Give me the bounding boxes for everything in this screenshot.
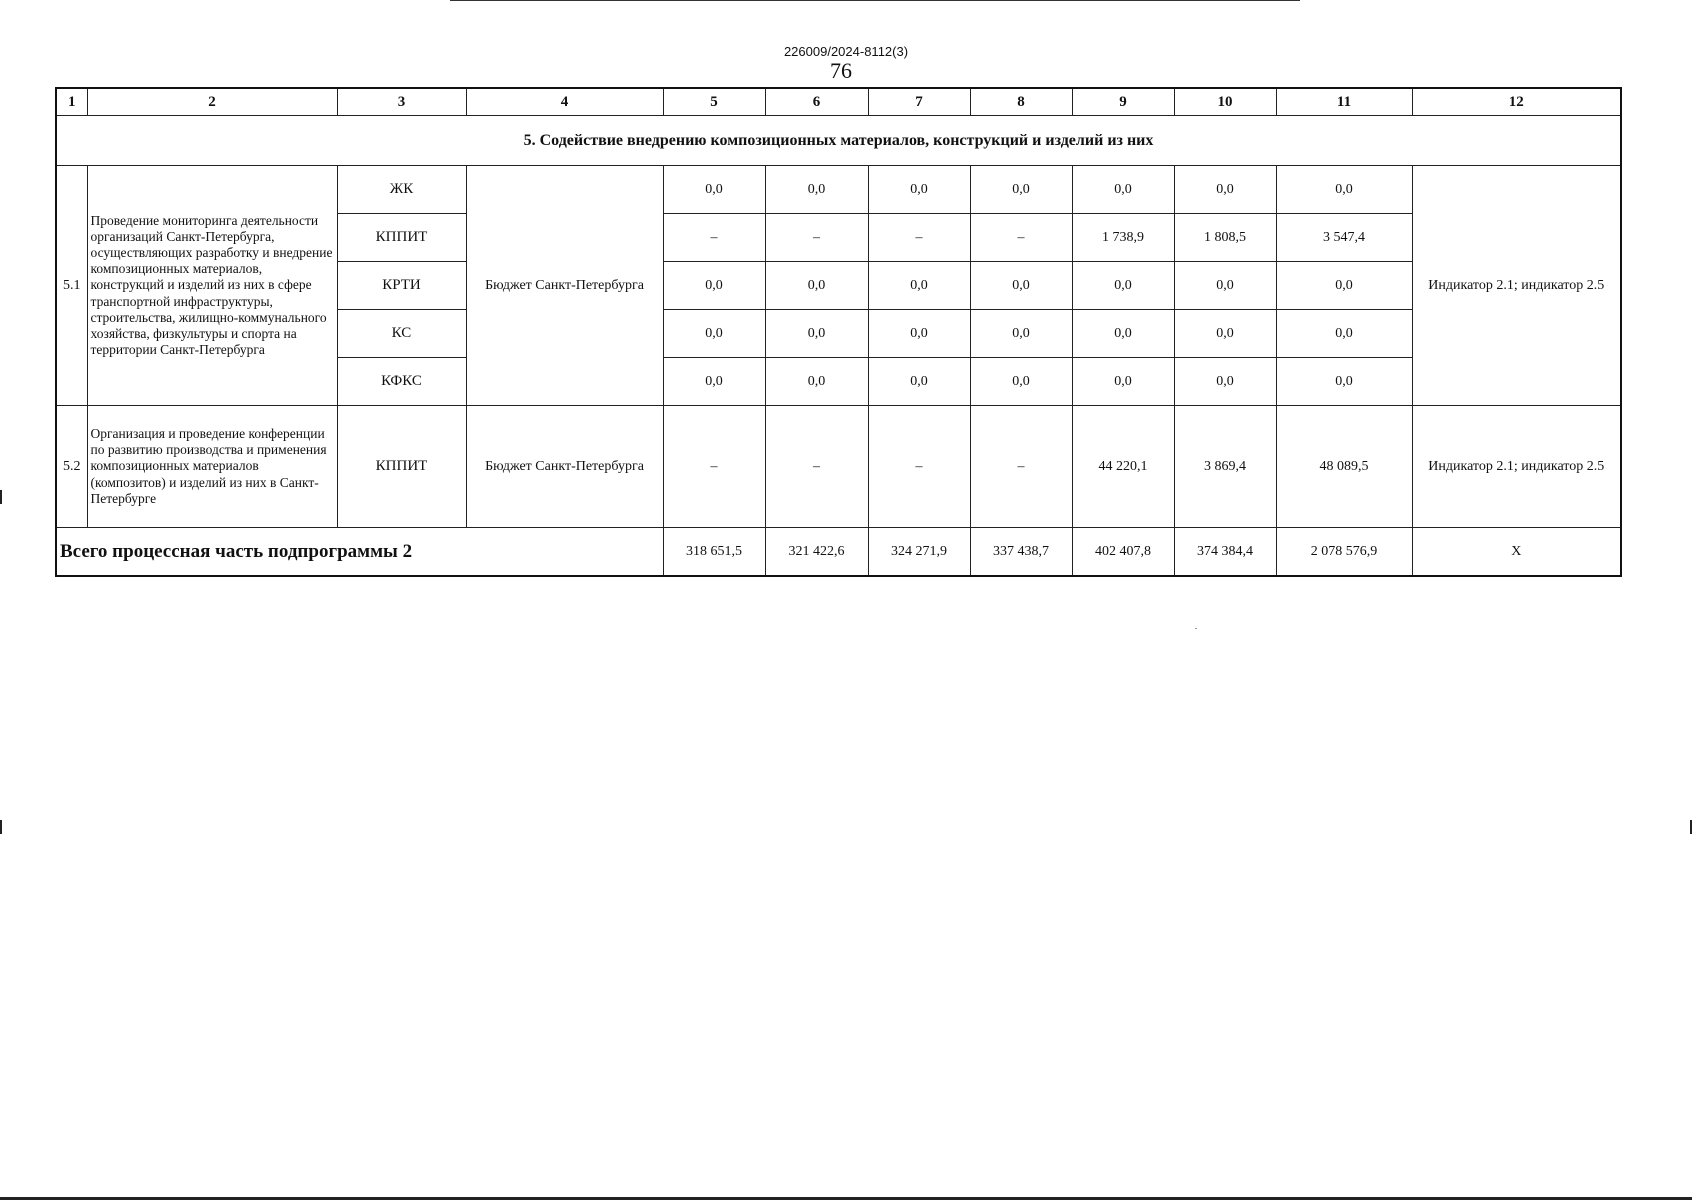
total-value: 2 078 576,9 [1276,528,1412,577]
total-indicator: Х [1412,528,1621,577]
value-cell: 3 869,4 [1174,406,1276,528]
value-cell: 0,0 [1072,358,1174,406]
total-label: Всего процессная часть подпрограммы 2 [56,528,663,577]
column-number: 4 [466,88,663,116]
column-number: 11 [1276,88,1412,116]
value-cell: – [868,214,970,262]
value-cell: – [765,406,868,528]
executor-code: КФКС [337,358,466,406]
column-number-row [56,88,1621,116]
column-number: 3 [337,88,466,116]
value-cell: 0,0 [1072,310,1174,358]
value-cell: 0,0 [1276,358,1412,406]
value-cell: 0,0 [970,262,1072,310]
column-number: 6 [765,88,868,116]
column-number: 12 [1412,88,1621,116]
executor-code: ЖК [337,166,466,214]
funding-source: Бюджет Санкт-Петербурга [466,166,663,406]
registration-number: 226009/2024-8112(3) [783,44,909,59]
section-row [56,116,1621,166]
total-value: 318 651,5 [663,528,765,577]
value-cell: 0,0 [970,310,1072,358]
value-cell: 44 220,1 [1072,406,1174,528]
value-cell: 0,0 [663,262,765,310]
value-cell: – [868,406,970,528]
table-row [56,406,1621,528]
value-cell: 3 547,4 [1276,214,1412,262]
value-cell: 0,0 [765,166,868,214]
total-value: 324 271,9 [868,528,970,577]
table-row [56,166,1621,214]
column-number: 8 [970,88,1072,116]
value-cell: 0,0 [1174,310,1276,358]
value-cell: 0,0 [1072,262,1174,310]
value-cell: 0,0 [663,310,765,358]
value-cell: 0,0 [868,262,970,310]
value-cell: 0,0 [765,310,868,358]
funding-source: Бюджет Санкт-Петербурга [466,406,663,528]
total-value: 374 384,4 [1174,528,1276,577]
value-cell: 0,0 [868,166,970,214]
value-cell: 0,0 [1174,166,1276,214]
value-cell: – [970,406,1072,528]
total-value: 337 438,7 [970,528,1072,577]
executor-code: КС [337,310,466,358]
value-cell: 0,0 [663,358,765,406]
section-title: 5. Содействие внедрению композиционных материалов, конструкций и изделий из них [56,116,1621,166]
value-cell: – [663,406,765,528]
indicator-cell: Индикатор 2.1; индикатор 2.5 [1412,166,1621,406]
value-cell: 0,0 [868,358,970,406]
row-number: 5.2 [56,406,87,528]
activity-description: Организация и проведение конференции по развитию производства и применения композиционных материалов (композитов) и изделий из них в Санкт-Петербурге [87,406,337,528]
value-cell: 0,0 [1276,262,1412,310]
page-number: 76 [830,58,852,83]
value-cell: 0,0 [1174,262,1276,310]
activity-description: Проведение мониторинга деятельности организаций Санкт-Петербурга, осуществляющих разработку и внедрение композиционных материалов, конструкций и изделий из них в сфере транспортной инфраструктуры, строительства, жилищно-коммунального хозяйства, физкультуры и спорта на территории Санкт-Петербурга [87,166,337,406]
column-number: 7 [868,88,970,116]
executor-code: КППИТ [337,214,466,262]
value-cell: 0,0 [1174,358,1276,406]
total-value: 402 407,8 [1072,528,1174,577]
column-number: 9 [1072,88,1174,116]
total-row [56,528,1621,577]
top-edge-rule [450,0,1300,1]
value-cell: 0,0 [663,166,765,214]
value-cell: – [765,214,868,262]
scan-edge-mark [0,490,2,504]
total-value: 321 422,6 [765,528,868,577]
budget-table [55,87,1622,577]
value-cell: 0,0 [765,358,868,406]
executor-code: КППИТ [337,406,466,528]
indicator-cell: Индикатор 2.1; индикатор 2.5 [1412,406,1621,528]
value-cell: 1 808,5 [1174,214,1276,262]
scan-speck [1195,628,1197,629]
value-cell: 0,0 [1072,166,1174,214]
value-cell: 0,0 [1276,310,1412,358]
column-number: 10 [1174,88,1276,116]
value-cell: 0,0 [970,358,1072,406]
value-cell: 0,0 [970,166,1072,214]
executor-code: КРТИ [337,262,466,310]
value-cell: 0,0 [1276,166,1412,214]
column-number: 2 [87,88,337,116]
value-cell: – [970,214,1072,262]
column-number: 1 [56,88,87,116]
column-number: 5 [663,88,765,116]
value-cell: 1 738,9 [1072,214,1174,262]
scan-edge-mark [0,820,2,834]
value-cell: 48 089,5 [1276,406,1412,528]
row-number: 5.1 [56,166,87,406]
value-cell: 0,0 [868,310,970,358]
value-cell: – [663,214,765,262]
value-cell: 0,0 [765,262,868,310]
